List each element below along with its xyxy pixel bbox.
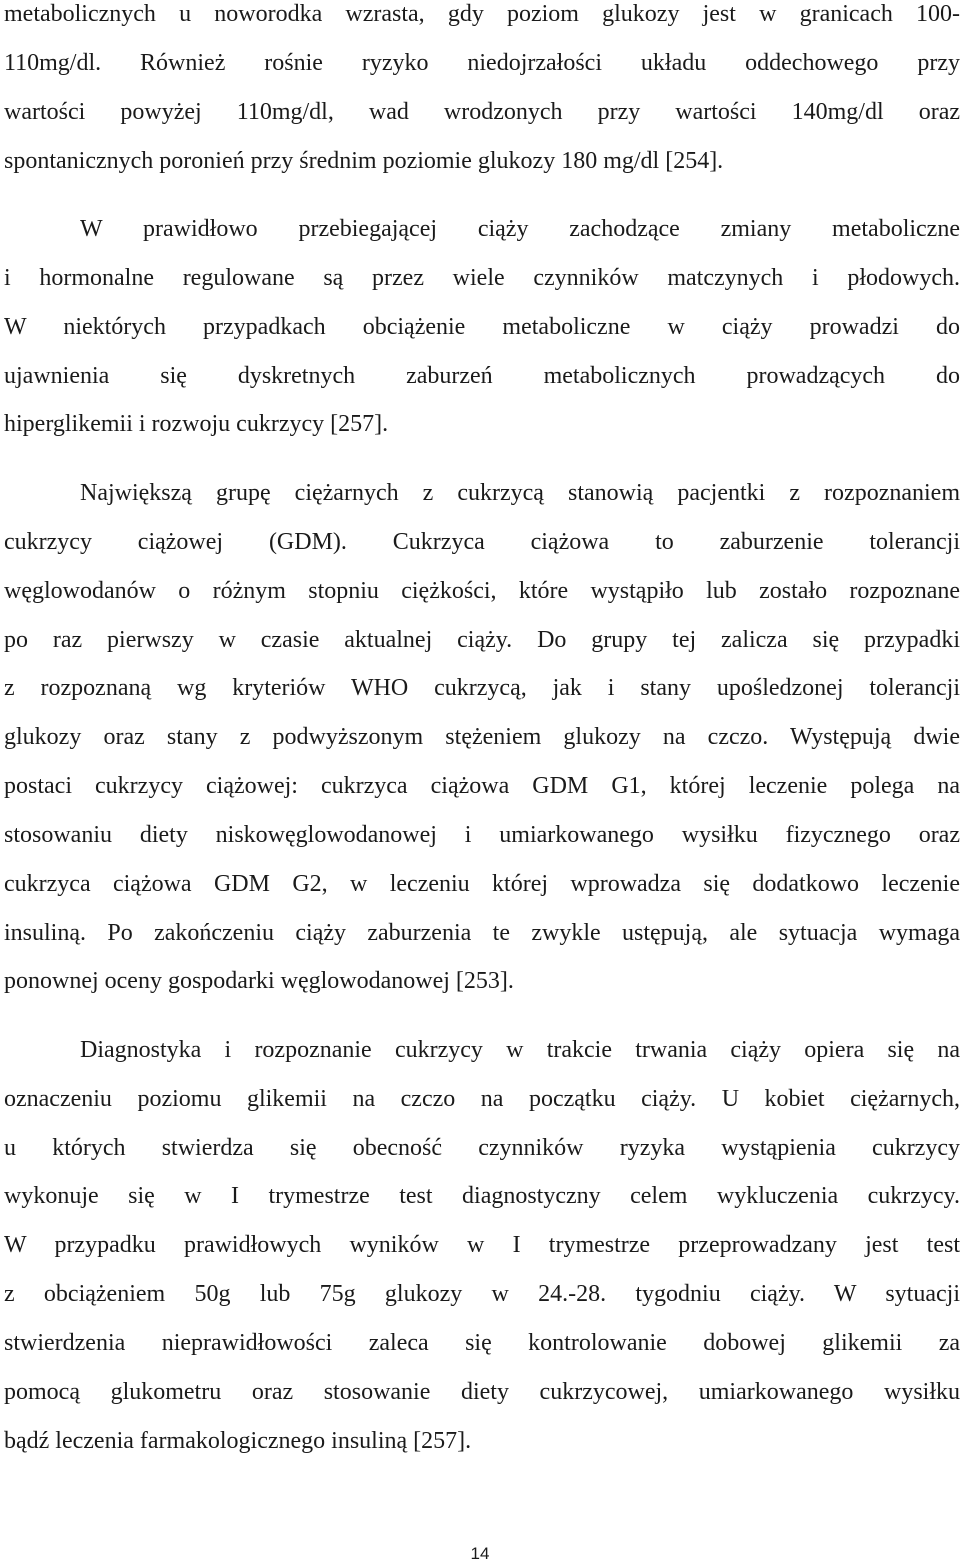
- page-number: 14: [470, 1544, 490, 1563]
- paragraph-1: [4, 0, 960, 185]
- paragraph-spacing: [4, 1006, 960, 1026]
- text-line: glukozy oraz stany z podwyższonym stężeniem glukozy na czczo. Występują dwie: [4, 724, 960, 751]
- text-line: ponownej oceny gospodarki węglowodanowej [253].: [4, 968, 514, 995]
- text-line: pomocą glukometru oraz stosowanie diety cukrzycowej, umiarkowanego wysiłku: [4, 1378, 960, 1405]
- text-line: ujawnienia się dyskretnych zaburzeń metabolicznych prowadzących do: [4, 362, 960, 389]
- text-line: i hormonalne regulowane są przez wiele czynników matczynych i płodowych.: [4, 264, 960, 291]
- text-line: W niektórych przypadkach obciążenie metaboliczne w ciąży prowadzi do: [4, 313, 960, 340]
- text-line: metabolicznych u noworodka wzrasta, gdy poziom glukozy jest w granicach 100-: [4, 1, 960, 27]
- text-line: insuliną. Po zakończeniu ciąży zaburzenia te zwykle ustępują, ale sytuacja wymaga: [4, 919, 960, 946]
- text-line: W prawidłowo przebiegającej ciąży zachodzące zmiany metaboliczne: [80, 216, 960, 243]
- paragraph-spacing: [4, 185, 960, 205]
- text-line: stwierdzenia nieprawidłowości zaleca się kontrolowanie dobowej glikemii za: [4, 1330, 960, 1356]
- text-line: cukrzyca ciążowa GDM G2, w leczeniu której wprowadza się dodatkowo leczenie: [4, 870, 960, 897]
- text-line: Największą grupę ciężarnych z cukrzycą stanowią pacjentki z rozpoznaniem: [80, 479, 960, 506]
- paragraph-2: [4, 205, 960, 449]
- paragraph-spacing: [4, 449, 960, 469]
- text-line: postaci cukrzycy ciążowej: cukrzyca ciążowa GDM G1, której leczenie polega na: [4, 773, 960, 800]
- text-line: oznaczeniu poziomu glikemii na czczo na początku ciąży. U kobiet ciężarnych,: [4, 1085, 960, 1112]
- text-line: stosowaniu diety niskowęglowodanowej i umiarkowanego wysiłku fizycznego oraz: [4, 821, 960, 848]
- text-line: hiperglikemii i rozwoju cukrzycy [257].: [4, 411, 389, 438]
- paragraph-4: [4, 1026, 960, 1466]
- paragraph-3: [4, 469, 960, 1006]
- text-line: bądź leczenia farmakologicznego insuliną [257].: [4, 1427, 472, 1454]
- text-line: wykonuje się w I trymestrze test diagnostyczny celem wykluczenia cukrzycy.: [4, 1183, 960, 1210]
- text-line: węglowodanów o różnym stopniu ciężkości, które wystąpiło lub zostało rozpoznane: [4, 577, 960, 604]
- text-line: spontanicznych poronień przy średnim poziomie glukozy 180 mg/dl [254].: [4, 147, 724, 174]
- text-line: z obciążeniem 50g lub 75g glukozy w 24.-28. tygodniu ciąży. W sytuacji: [4, 1281, 960, 1308]
- text-line: u których stwierdza się obecność czynników ryzyka wystąpienia cukrzycy: [4, 1134, 960, 1161]
- text-line: cukrzycy ciążowej (GDM). Cukrzyca ciążowa to zaburzenie tolerancji: [4, 528, 960, 555]
- text-line: Diagnostyka i rozpoznanie cukrzycy w trakcie trwania ciąży opiera się na: [80, 1036, 960, 1063]
- text-line: po raz pierwszy w czasie aktualnej ciąży. Do grupy tej zalicza się przypadki: [4, 626, 960, 653]
- text-line: W przypadku prawidłowych wyników w I trymestrze przeprowadzany jest test: [4, 1232, 960, 1259]
- text-line: wartości powyżej 110mg/dl, wad wrodzonych przy wartości 140mg/dl oraz: [4, 98, 960, 125]
- text-body: [4, 0, 960, 1466]
- text-line: z rozpoznaną wg kryteriów WHO cukrzycą, jak i stany upośledzonej tolerancji: [4, 675, 960, 702]
- text-line: 110mg/dl. Również rośnie ryzyko niedojrzałości układu oddechowego przy: [4, 49, 960, 76]
